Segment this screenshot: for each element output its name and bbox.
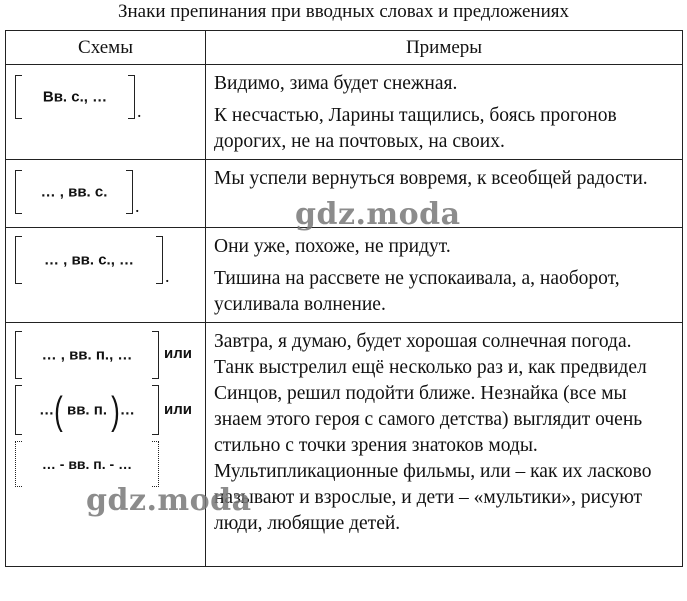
example-cell [206,65,683,160]
example-text: Они уже, похоже, не придут. [214,236,451,257]
watermark: gdz.moda [295,197,461,232]
table-row [6,65,683,160]
example-text: Завтра, я думаю, будет хорошая солнечная погода. Танк выстрелил ещё несколько раз и, как предвидел Синцов, решил подойти ближе. Незнайка (все мы знаем этого героя с самого детства) выглядит очень стильно с точки зрения знатоков моды. Мультипликационные фильмы, или – как их ласково называют и взрослые, и дети – «мультики», рисуют люди, любящие детей. [214,331,652,534]
scheme-diagram [15,170,133,214]
example-text: Видимо, зима будет снежная. [214,73,458,94]
scheme-diagram [15,75,135,119]
example-text: Тишина на рассвете не успокаивала, а, наоборот, усиливала волнение. [214,268,620,315]
header-examples: Примеры [206,31,683,65]
scheme-diagram [15,441,159,487]
table-row [6,323,683,567]
table-row [6,228,683,323]
scheme-text: … , вв. с. [40,183,108,201]
scheme-cell [6,323,206,567]
scheme-cell [6,228,206,323]
scheme-cell [6,65,206,160]
scheme-text: Вв. с., … [42,88,108,106]
example-cell [206,228,683,323]
example-text: К несчастью, Ларины тащились, боясь прогонов дорогих, не на почтовых, на своих. [214,105,617,152]
ili-label: или [164,401,192,418]
ili-label: или [164,345,192,362]
scheme-diagram: …( вв. п. )… [15,385,159,435]
scheme-text: … - вв. п. - … [41,456,133,472]
scheme-diagram [15,331,159,379]
scheme-text: … , вв. с., … [43,251,135,269]
scheme-period: . [137,101,142,121]
scheme-text: … , вв. п., … [41,346,133,364]
example-text: Мы успели вернуться вовремя, к всеобщей радости. [214,168,648,189]
header-schemes: Схемы [6,31,206,65]
page-title: Знаки препинания при вводных словах и предложениях [118,1,569,22]
scheme-cell [6,160,206,228]
scheme-period: . [135,196,140,216]
watermark: gdz.moda [86,483,252,518]
open-paren-icon: ( [54,388,63,434]
scheme-text: вв. п. [66,401,107,419]
scheme-period: . [165,266,170,286]
scheme-diagram [15,236,163,284]
table-header-row [6,31,683,65]
example-cell [206,323,683,567]
close-paren-icon: ) [111,388,120,434]
